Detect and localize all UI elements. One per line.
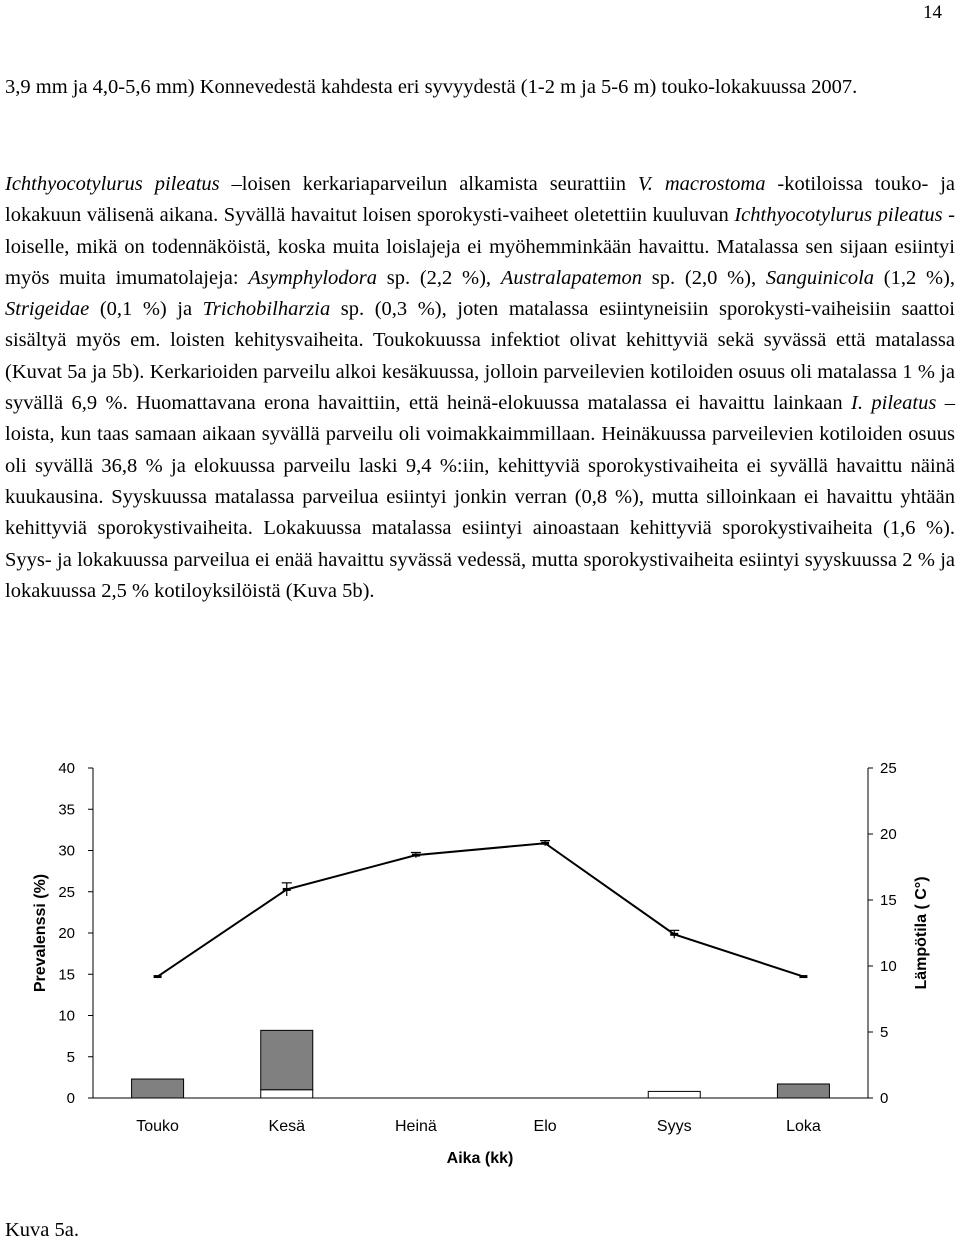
italic-taxon-name: Strigeidae — [5, 298, 90, 321]
paragraph-continuation — [5, 72, 955, 103]
x-tick-label: Loka — [786, 1118, 821, 1135]
right-tick-label: 15 — [880, 892, 897, 909]
text-run: (0,1 %) ja — [89, 298, 203, 321]
left-tick-label: 30 — [58, 842, 75, 860]
prevalence-temperature-chart — [0, 740, 960, 1180]
right-tick-label: 25 — [880, 760, 897, 777]
text-run: –loisen kerkariaparveilun alkamista seurattiin — [219, 173, 638, 195]
x-tick-label: Elo — [533, 1118, 557, 1135]
left-tick-label: 40 — [58, 760, 75, 777]
right-tick-label: 20 — [880, 826, 897, 843]
text-run: 3,9 mm ja 4,0-5,6 mm) Konnevedestä kahdesta eri syvyydestä (1-2 m ja 5-6 m) touko-lokakuussa 2007. — [5, 76, 858, 98]
temperature-point — [799, 975, 807, 978]
bar-lower — [261, 1090, 313, 1098]
text-run: sp. (0,3 %), joten matalassa esiintyneisiin sporokysti-vaiheisiin saattoi sisältyä myös em. loisten kehitysvaiheita. Toukokuussa infektiot olivat kehittyviä sekä syvässä että matalassa (Kuvat 5a ja 5b). Kerkarioiden parveilu alkoi kesäkuussa, jolloin parveilevien kotiloiden osuus oli matalassa 1 % ja syvällä 6,9 %. Huomattavana erona havaittiin, että heinä-elokuussa matalassa ei havaittu lainkaan — [5, 298, 955, 415]
left-tick-label: 0 — [66, 1090, 75, 1107]
x-tick-label: Touko — [136, 1118, 179, 1135]
italic-taxon-name: Australapatemon — [500, 266, 643, 289]
bar-upper — [132, 1079, 184, 1098]
x-tick-label: Heinä — [395, 1118, 437, 1135]
italic-taxon-name: Ichthyocotylurus pileatus — [734, 204, 943, 227]
right-tick-label: 5 — [880, 1024, 889, 1041]
italic-taxon-name: Ichthyocotylurus pileatus — [5, 173, 220, 195]
text-run: -kotiloissa touko- ja lokakuun välisenä aikana. Syvällä havaitut loisen sporokysti-vaiheet oletettiin kuuluvan — [5, 173, 956, 227]
temperature-point — [154, 975, 162, 978]
italic-taxon-name: I. pileatus — [851, 392, 937, 415]
left-tick-label: 20 — [58, 925, 75, 942]
page-number: 14 — [923, 2, 942, 23]
right-tick-label: 10 — [880, 958, 897, 975]
x-tick-label: Syys — [656, 1118, 692, 1135]
temperature-point — [283, 888, 291, 891]
x-tick-label: Kesä — [268, 1118, 305, 1135]
paragraph-results — [5, 169, 955, 607]
figure-caption: Kuva 5a. — [5, 1219, 80, 1241]
left-axis-label: Prevalenssi (%) — [32, 873, 49, 993]
text-run: sp. (2,2 %), — [377, 266, 501, 289]
temperature-point — [670, 933, 678, 936]
text-run: (1,2 %), — [874, 266, 955, 289]
left-tick-label: 5 — [66, 1048, 75, 1066]
right-tick-label: 0 — [880, 1090, 889, 1107]
italic-taxon-name: Trichobilharzia — [202, 298, 331, 321]
bar-upper — [261, 1030, 313, 1089]
text-run: sp. (2,0 %), — [642, 266, 766, 289]
temperature-point — [541, 842, 549, 845]
bar-upper — [777, 1084, 829, 1098]
text-run: –loista, kun taas samaan aikaan syvällä parveilu oli voimakkaimmillaan. Heinäkuussa parveilevien kotiloiden osuus oli syvällä 36,8 % ja elokuussa parveilu laski 9,4 %:iin, kehittyviä sporokystivaiheita ei syvällä havaittu näinä kuukausina. Syyskuussa matalassa parveilua esiintyi jonkin verran (0,8 %), mutta silloinkaan ei havaittu yhtään kehittyviä sporokystivaiheita. Lokakuussa matalassa esiintyi ainoastaan kehittyviä sporokystivaiheita (1,6 %). Syys- ja lokakuussa parveilua ei enää havaittu syvässä vedessä, mutta sporokystivaiheita esiintyi syyskuussa 2 % ja lokakuussa 2,5 % kotiloyksilöistä (Kuva 5b). — [5, 392, 955, 602]
italic-taxon-name: Asymphylodora — [248, 266, 377, 289]
x-axis-label: Aika (kk) — [446, 1150, 514, 1167]
italic-taxon-name: Sanguinicola — [765, 266, 875, 289]
left-tick-label: 25 — [58, 883, 75, 901]
bar-lower — [648, 1091, 700, 1098]
right-axis-label: Lämpötila ( C°) — [913, 876, 930, 990]
left-tick-label: 15 — [58, 966, 75, 984]
temperature-line — [158, 843, 804, 976]
left-tick-label: 10 — [58, 1007, 75, 1025]
italic-taxon-name: V. macrostoma — [637, 173, 766, 195]
left-tick-label: 35 — [58, 801, 75, 819]
temperature-point — [412, 854, 420, 857]
text-run: -loiselle, mikä on todennäköistä, koska muita loislajeja ei myöhemminkään havaittu. Matalassa sen sijaan esiintyi myös muita imumatolajeja: — [5, 204, 955, 289]
